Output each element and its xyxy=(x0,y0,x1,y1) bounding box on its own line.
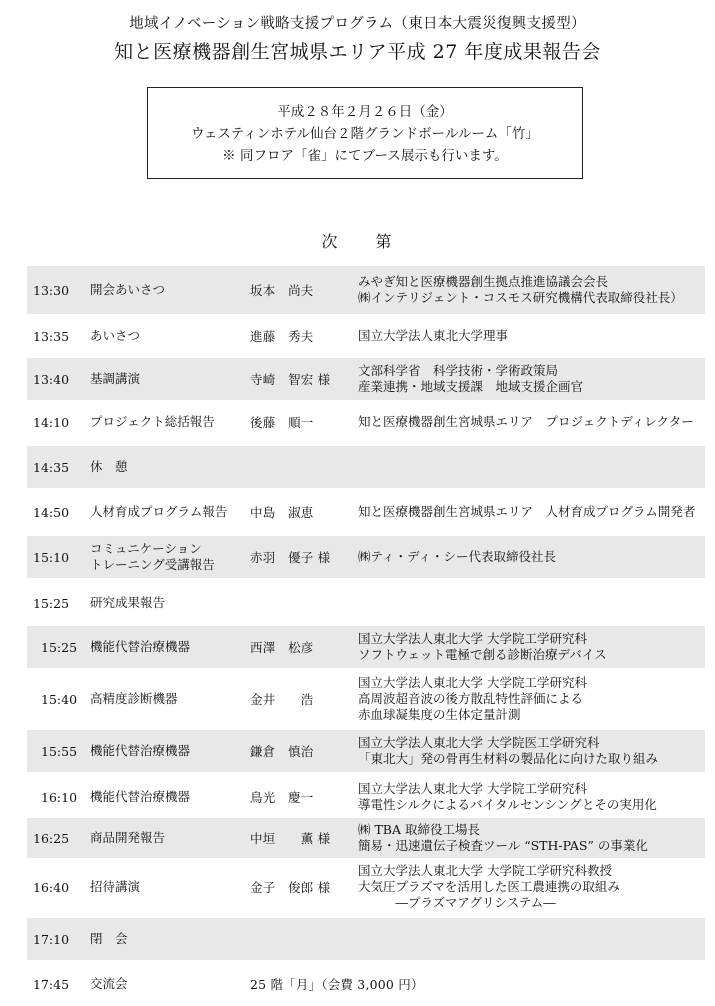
speaker-affiliation xyxy=(358,730,703,772)
schedule-time: 14:35 xyxy=(33,459,70,475)
schedule-item xyxy=(90,584,250,622)
schedule-item-line: 人材育成プログラム報告 xyxy=(90,504,228,519)
affiliation-line: 大気圧プラズマを活用した医工農連携の取組み xyxy=(358,879,620,894)
schedule-row xyxy=(27,584,705,622)
affiliation-line: 国立大学法人東北大学 大学院工学研究科 xyxy=(358,675,587,690)
speaker-affiliation xyxy=(358,776,703,818)
schedule-item-line: プロジェクト総括報告 xyxy=(90,414,215,429)
speaker-name: 鎌倉 慎治 xyxy=(250,744,314,759)
affiliation-line: 簡易・迅速遺伝子検査ツール “STH-PAS” の事業化 xyxy=(358,838,648,853)
speaker-affiliation xyxy=(358,626,703,668)
schedule-item xyxy=(90,918,250,960)
schedule-item-line: 交流会 xyxy=(90,976,128,991)
speaker-affiliation xyxy=(358,404,703,440)
affiliation-line: ソフトウェット電極で創る診断治療デバイス xyxy=(358,647,607,662)
speaker-name: 金井 浩 xyxy=(250,692,314,707)
schedule-item xyxy=(90,318,250,354)
program-heading: 次 第 xyxy=(321,232,394,251)
schedule-row xyxy=(27,918,705,960)
speaker-name: 25 階「月」（会費 3,000 円） xyxy=(250,977,424,992)
affiliation-line: 国立大学法人東北大学 大学院工学研究科 xyxy=(358,631,587,646)
schedule-item xyxy=(90,776,250,818)
schedule-time: 16:40 xyxy=(33,879,70,895)
program-subtitle: 地域イノベーション戦略支援プログラム（東日本大震災復興支援型） xyxy=(129,16,586,32)
speaker-name: 進藤 秀夫 xyxy=(250,329,314,344)
speaker-name: 後藤 順一 xyxy=(250,415,314,430)
affiliation-line: 国立大学法人東北大学 大学院工学研究科 xyxy=(358,781,587,796)
affiliation-line: 文部科学省 科学技術・学術政策局 xyxy=(358,363,559,378)
schedule-time: 15:55 xyxy=(41,743,78,759)
affiliation-line: ㈱インテリジェント・コスモス研究機構代表取締役社長） xyxy=(358,290,683,305)
affiliation-line: ㈱ティ・ディ・シー代表取締役社長 xyxy=(358,549,557,564)
schedule-item xyxy=(90,446,250,488)
speaker-name: 西澤 松彦 xyxy=(250,640,314,655)
schedule-row xyxy=(27,862,705,912)
speaker-name: 坂本 尚夫 xyxy=(250,283,314,298)
schedule-time: 15:10 xyxy=(33,549,70,565)
affiliation-line: ―プラズマアグリシステム― xyxy=(358,895,556,910)
schedule-time: 15:25 xyxy=(41,639,78,655)
schedule-item xyxy=(90,964,250,1004)
schedule-item-line: あいさつ xyxy=(90,328,141,343)
schedule-time: 16:25 xyxy=(33,830,70,846)
schedule-item-line: 機能代替治療機器 xyxy=(90,743,191,758)
schedule-time: 13:40 xyxy=(33,371,70,387)
schedule-item xyxy=(90,626,250,668)
speaker-affiliation xyxy=(358,318,703,354)
schedule-row xyxy=(27,318,705,354)
schedule-row xyxy=(27,730,705,772)
affiliation-line: 国立大学法人東北大学 大学院工学研究科教授 xyxy=(358,863,612,878)
speaker-affiliation xyxy=(358,862,703,912)
schedule-item xyxy=(90,358,250,400)
schedule-item-line: 休 憩 xyxy=(90,459,128,474)
schedule-time: 14:50 xyxy=(33,504,70,520)
event-info-box xyxy=(147,87,583,179)
affiliation-line: ㈱ TBA 取締役工場長 xyxy=(358,822,480,837)
speaker-name: 中島 淑恵 xyxy=(250,505,314,520)
speaker-affiliation xyxy=(358,358,703,400)
schedule-item-line: 機能代替治療機器 xyxy=(90,639,191,654)
speaker-affiliation xyxy=(358,672,703,726)
schedule-item xyxy=(90,818,250,858)
affiliation-line: 導電性シルクによるバイタルセンシングとその実用化 xyxy=(358,797,657,812)
speaker-affiliation xyxy=(358,494,703,530)
affiliation-line: 国立大学法人東北大学理事 xyxy=(358,328,509,343)
schedule-item-line: コミュニケーション xyxy=(90,541,202,556)
schedule-item-line: トレーニング受講報告 xyxy=(90,557,215,572)
schedule-row xyxy=(27,672,705,726)
schedule-item xyxy=(90,404,250,440)
schedule-time: 17:45 xyxy=(33,976,70,992)
schedule-item-line: 機能代替治療機器 xyxy=(90,789,191,804)
affiliation-line: 国立大学法人東北大学 大学院医工学研究科 xyxy=(358,735,600,750)
schedule-item xyxy=(90,536,250,578)
speaker-name: 鳥光 慶一 xyxy=(250,790,314,805)
schedule-time: 13:30 xyxy=(33,282,70,298)
speaker-affiliation xyxy=(358,818,703,858)
speaker-name: 金子 俊郎 様 xyxy=(250,880,331,895)
schedule-time: 15:40 xyxy=(41,691,78,707)
schedule-item-line: 商品開発報告 xyxy=(90,830,166,845)
schedule-item-line: 閉 会 xyxy=(90,931,128,946)
schedule-time: 15:25 xyxy=(33,595,70,611)
affiliation-line: 「東北大」発の骨再生材料の製品化に向けた取り組み xyxy=(358,751,659,766)
page-title: 知と医療機器創生宮城県エリア平成 27 年度成果報告会 xyxy=(114,41,601,63)
schedule-row xyxy=(27,626,705,668)
speaker-name: 中垣 薫 様 xyxy=(250,831,331,846)
schedule-row xyxy=(27,776,705,818)
schedule-row xyxy=(27,358,705,400)
speaker-affiliation xyxy=(358,536,703,578)
schedule-row xyxy=(27,536,705,578)
schedule-item-line: 開会あいさつ xyxy=(90,282,166,297)
schedule-time: 16:10 xyxy=(41,789,78,805)
schedule-time: 13:35 xyxy=(33,328,70,344)
schedule-row xyxy=(27,404,705,440)
schedule-item xyxy=(90,494,250,530)
speaker-name: 寺崎 智宏 様 xyxy=(250,372,331,387)
affiliation-line: 高周波超音波の後方散乱特性評価による xyxy=(358,691,584,706)
schedule-item-line: 招待講演 xyxy=(90,879,141,894)
event-venue: ウェスティンホテル仙台２階グランドボールルーム「竹」 xyxy=(191,126,539,142)
schedule-row xyxy=(27,818,705,858)
schedule-time: 17:10 xyxy=(33,931,70,947)
speaker-affiliation xyxy=(358,266,703,314)
schedule-item xyxy=(90,266,250,314)
schedule-time: 14:10 xyxy=(33,414,70,430)
affiliation-line: 産業連携・地域支援課 地域支援企画官 xyxy=(358,379,584,394)
schedule-row xyxy=(27,446,705,488)
schedule-item-line: 基調講演 xyxy=(90,371,141,386)
event-date: 平成２８年２月２６日（金） xyxy=(277,104,453,120)
schedule-item-line: 研究成果報告 xyxy=(90,595,166,610)
schedule-item-line: 高精度診断機器 xyxy=(90,691,178,706)
affiliation-line: 赤血球凝集度の生体定量計測 xyxy=(358,707,521,722)
schedule-row xyxy=(27,964,705,1004)
affiliation-line: 知と医療機器創生宮城県エリア プロジェクトディレクター xyxy=(358,414,694,429)
speaker-name: 赤羽 優子 様 xyxy=(250,550,331,565)
event-note: ※ 同フロア「雀」にてブース展示も行います。 xyxy=(222,148,508,164)
affiliation-line: 知と医療機器創生宮城県エリア 人材育成プログラム開発者 xyxy=(358,504,696,519)
schedule-row xyxy=(27,494,705,530)
affiliation-line: みやぎ知と医療機器創生拠点推進協議会会長 xyxy=(358,274,609,289)
schedule-item xyxy=(90,730,250,772)
schedule-row xyxy=(27,266,705,314)
schedule-item xyxy=(90,862,250,912)
schedule-item xyxy=(90,672,250,726)
